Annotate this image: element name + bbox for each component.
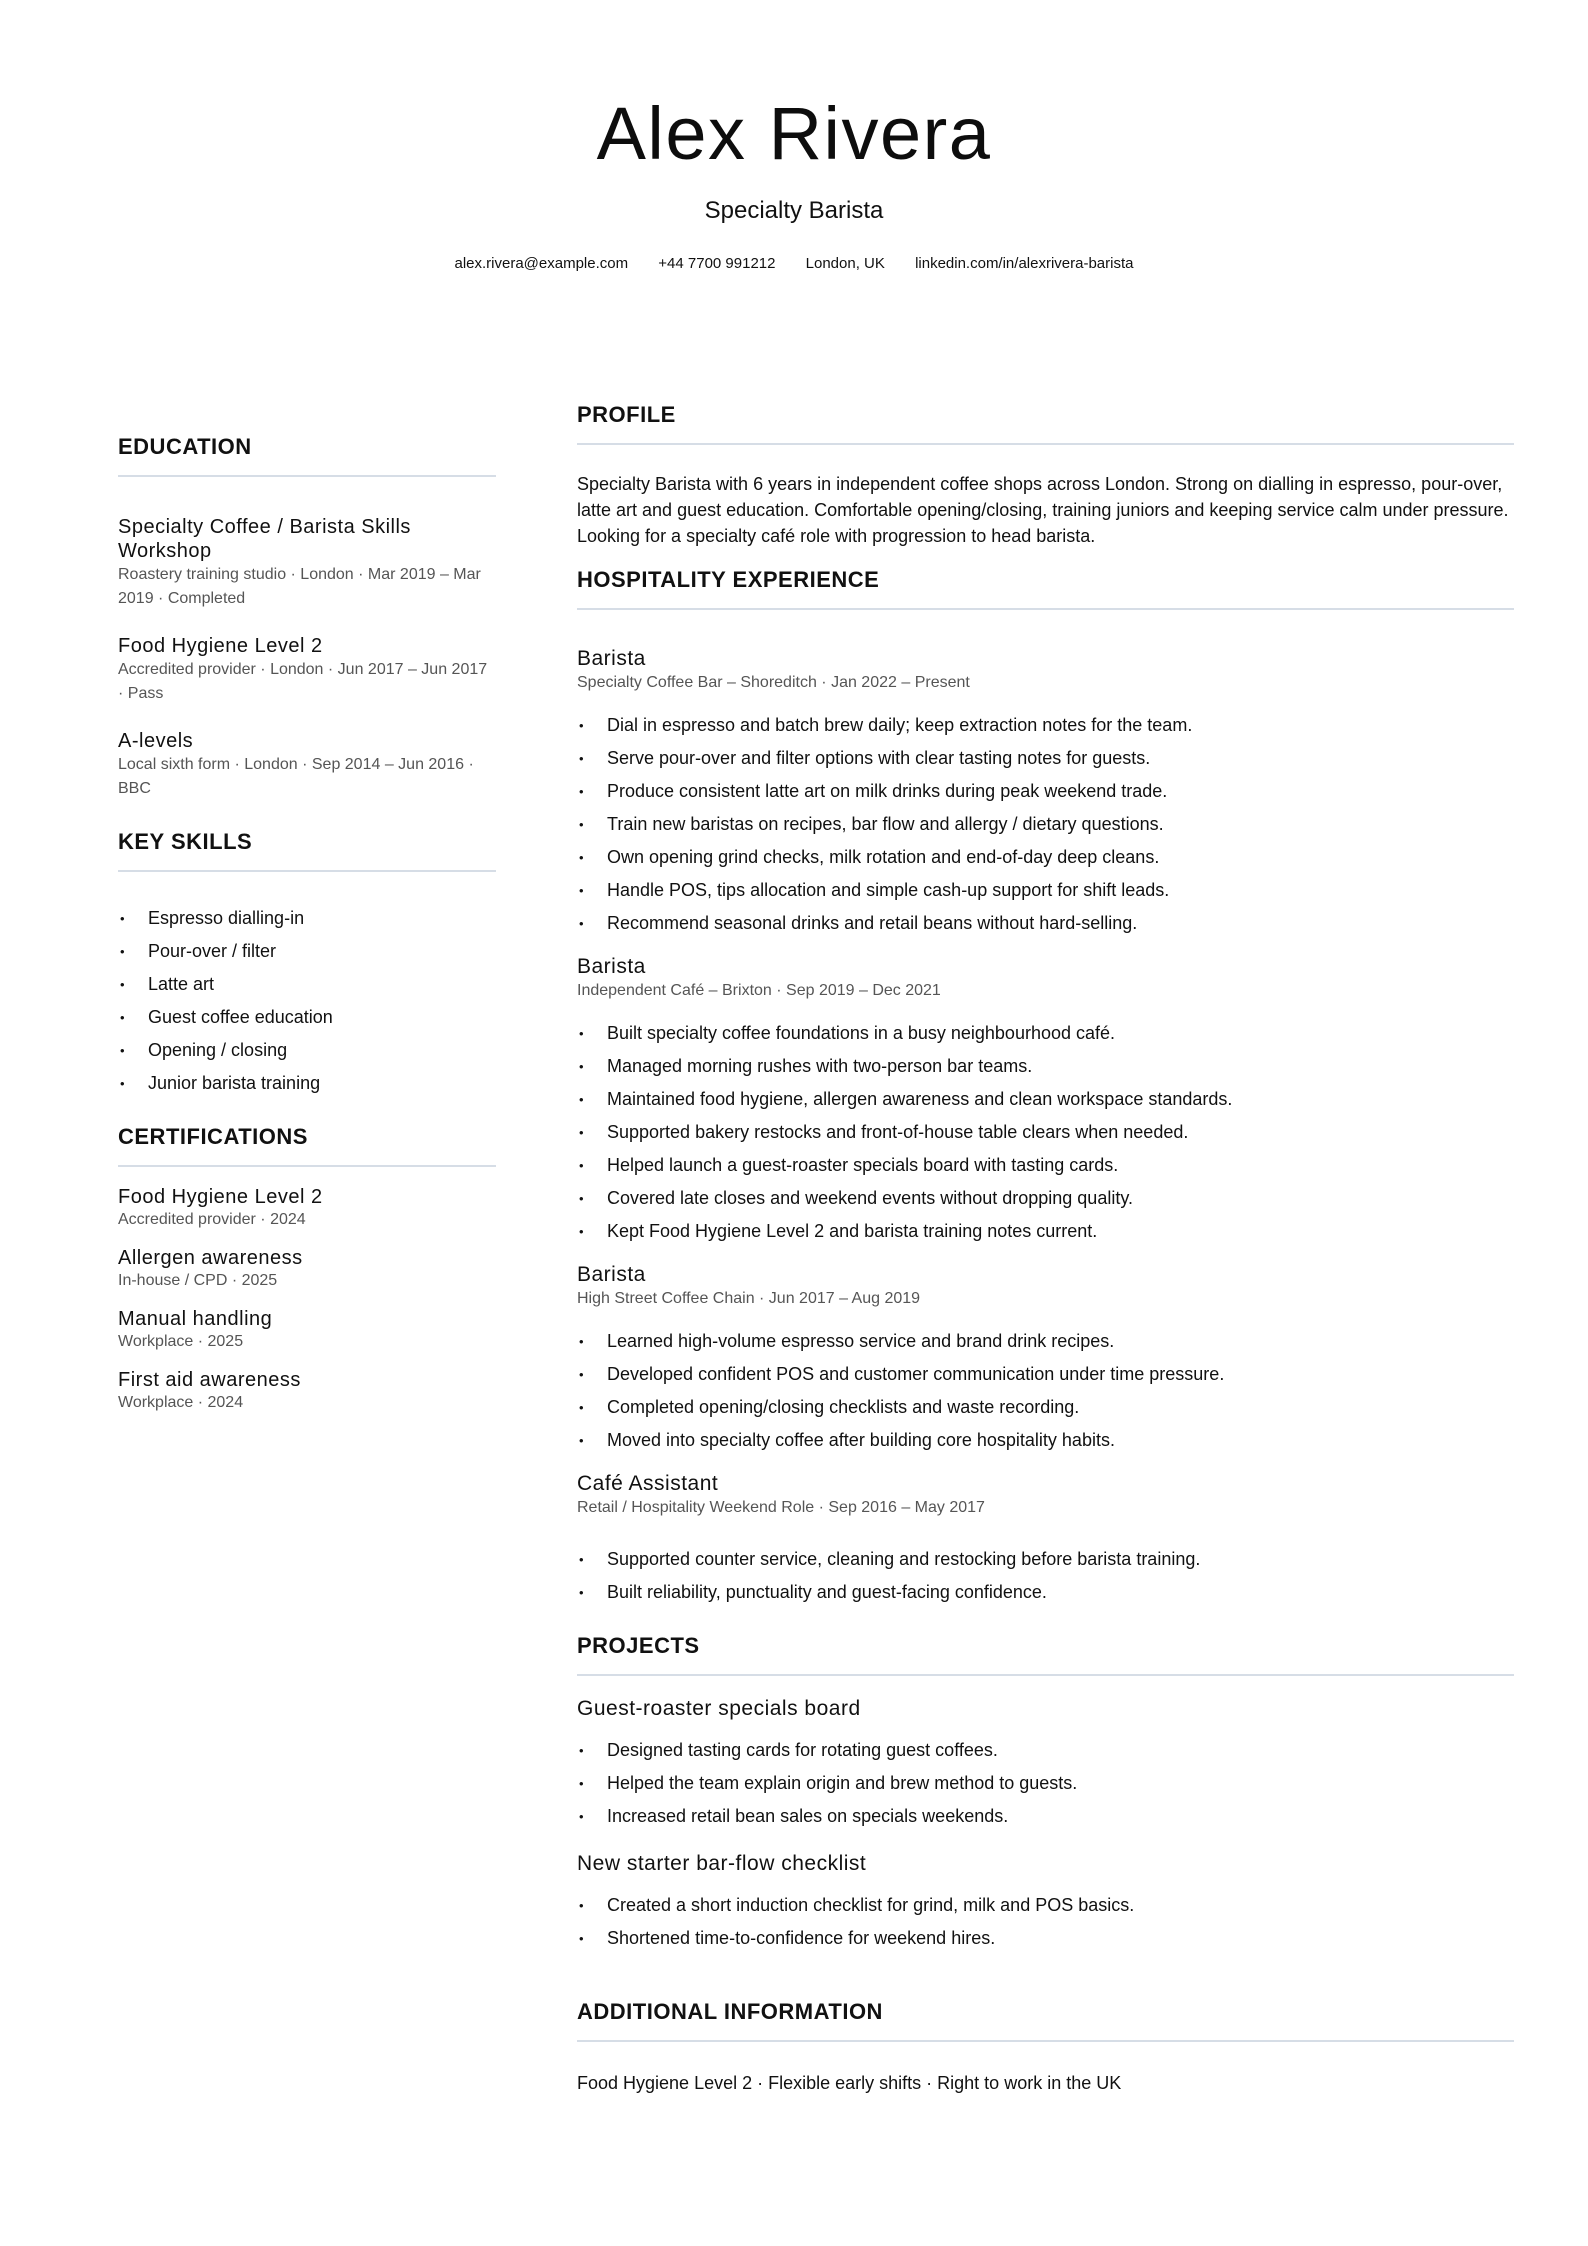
job-meta: Retail / Hospitality Weekend Role · Sep 2016 – May 2017 — [577, 1499, 985, 1516]
job-entry — [577, 1262, 1514, 1457]
job-bullet: • Handle POS, tips allocation and simple cash-up support for shift leads. — [577, 874, 1514, 907]
certification-item — [118, 1185, 496, 1231]
project-bullets — [577, 1734, 1514, 1833]
certification-details: In-house / CPD · 2025 — [118, 1272, 278, 1289]
job-bullets — [577, 1543, 1514, 1609]
education-list — [118, 515, 496, 801]
job-bullet: • Covered late closes and weekend events without dropping quality. — [577, 1182, 1514, 1215]
skills-heading: KEY SKILLS — [118, 827, 496, 872]
job-title: Barista — [577, 955, 646, 978]
job-bullets — [577, 709, 1514, 940]
job-title: Café Assistant — [577, 1472, 719, 1495]
education-item — [118, 634, 496, 706]
education-item-details: Local sixth form · London · Sep 2014 – Jun 2016 · BBC — [118, 756, 474, 797]
certification-item — [118, 1307, 496, 1353]
job-bullet: • Developed confident POS and customer communication under time pressure. — [577, 1358, 1514, 1391]
project-bullet: • Created a short induction checklist for grind, milk and POS basics. — [577, 1889, 1514, 1922]
job-bullet: • Dial in espresso and batch brew daily; keep extraction notes for the team. — [577, 709, 1514, 742]
skills-section — [118, 827, 496, 1100]
certification-item — [118, 1368, 496, 1414]
additional-info-section — [577, 1997, 1514, 2096]
job-bullet: • Helped launch a guest-roaster specials board with tasting cards. — [577, 1149, 1514, 1182]
education-heading: EDUCATION — [118, 432, 496, 477]
education-item — [118, 515, 496, 611]
contact-email[interactable]: alex.rivera@example.com — [454, 255, 629, 272]
project-bullet: • Designed tasting cards for rotating guest coffees. — [577, 1734, 1514, 1767]
experience-heading: HOSPITALITY EXPERIENCE — [577, 565, 1514, 610]
job-bullet: • Own opening grind checks, milk rotation and end-of-day deep cleans. — [577, 841, 1514, 874]
certification-title: Manual handling — [118, 1308, 273, 1330]
education-item — [118, 729, 496, 801]
experience-section — [577, 565, 1514, 1609]
education-item-title: Food Hygiene Level 2 — [118, 635, 323, 657]
job-entry — [577, 954, 1514, 1248]
right-column — [577, 400, 1514, 2096]
job-bullet: • Completed opening/closing checklists and waste recording. — [577, 1391, 1514, 1424]
skill-item: • Latte art — [118, 968, 496, 1001]
certification-details: Workplace · 2025 — [118, 1333, 244, 1350]
certifications-section — [118, 1122, 496, 1414]
skill-item: • Opening / closing — [118, 1034, 496, 1067]
job-bullet: • Built specialty coffee foundations in a busy neighbourhood café. — [577, 1017, 1514, 1050]
projects-section — [577, 1631, 1514, 1955]
job-meta: High Street Coffee Chain · Jun 2017 – Aug 2019 — [577, 1290, 921, 1307]
certification-item — [118, 1246, 496, 1292]
job-bullet: • Train new baristas on recipes, bar flow and allergy / dietary questions. — [577, 808, 1514, 841]
certifications-heading: CERTIFICATIONS — [118, 1122, 496, 1167]
certification-details: Accredited provider · 2024 — [118, 1211, 306, 1228]
project-title: New starter bar-flow checklist — [577, 1852, 867, 1875]
education-section — [118, 432, 496, 801]
education-item-title: A-levels — [118, 730, 194, 752]
additional-info-text: Food Hygiene Level 2 · Flexible early shifts · Right to work in the UK — [577, 2073, 1122, 2093]
project-bullet: • Helped the team explain origin and brew method to guests. — [577, 1767, 1514, 1800]
education-item-details: Accredited provider · London · Jun 2017 – Jun 2017 · Pass — [118, 661, 488, 702]
job-bullet: • Recommend seasonal drinks and retail beans without hard-selling. — [577, 907, 1514, 940]
job-bullet: • Managed morning rushes with two-person bar teams. — [577, 1050, 1514, 1083]
left-column — [118, 432, 496, 1429]
contact-location: London, UK — [805, 255, 885, 272]
project-bullet: • Shortened time-to-confidence for weekend hires. — [577, 1922, 1514, 1955]
profile-heading: PROFILE — [577, 400, 1514, 445]
contact-phone[interactable]: +44 7700 991212 — [658, 255, 776, 272]
projects-heading: PROJECTS — [577, 1631, 1514, 1676]
job-entry — [577, 646, 1514, 940]
job-bullet: • Serve pour-over and filter options with clear tasting notes for guests. — [577, 742, 1514, 775]
profile-summary: Specialty Barista with 6 years in independent coffee shops across London. Strong on dialling in espresso, pour-over, latte art and guest education. Comfortable opening/closing, training juniors and keeping service calm under pressure. Looking for a specialty café role with progression to head barista. — [577, 474, 1509, 546]
candidate-role: Specialty Barista — [704, 197, 884, 224]
certification-title: Allergen awareness — [118, 1247, 303, 1269]
project-bullet: • Increased retail bean sales on specials weekends. — [577, 1800, 1514, 1833]
project-title: Guest-roaster specials board — [577, 1697, 861, 1720]
contact-linkedin[interactable]: linkedin.com/in/alexrivera-barista — [915, 255, 1134, 272]
additional-info-heading: ADDITIONAL INFORMATION — [577, 1997, 1514, 2042]
certification-title: First aid awareness — [118, 1369, 301, 1391]
job-bullet: • Learned high-volume espresso service and brand drink recipes. — [577, 1325, 1514, 1358]
job-entry — [577, 1471, 1514, 1609]
job-bullet: • Maintained food hygiene, allergen awareness and clean workspace standards. — [577, 1083, 1514, 1116]
job-bullet: • Produce consistent latte art on milk drinks during peak weekend trade. — [577, 775, 1514, 808]
education-item-title: Specialty Coffee / Barista Skills Workshop — [118, 516, 411, 562]
job-meta: Specialty Coffee Bar – Shoreditch · Jan 2022 – Present — [577, 674, 970, 691]
job-bullet: • Built reliability, punctuality and guest-facing confidence. — [577, 1576, 1514, 1609]
project-bullets — [577, 1889, 1514, 1955]
certifications-list — [118, 1185, 496, 1414]
job-title: Barista — [577, 647, 646, 670]
contact-line — [0, 254, 1588, 274]
job-title: Barista — [577, 1263, 646, 1286]
candidate-name: Alex Rivera — [596, 92, 992, 175]
certification-details: Workplace · 2024 — [118, 1394, 244, 1411]
job-bullet: • Supported counter service, cleaning and restocking before barista training. — [577, 1543, 1514, 1576]
job-bullets — [577, 1325, 1514, 1457]
job-bullet: • Supported bakery restocks and front-of-house table clears when needed. — [577, 1116, 1514, 1149]
skill-item: • Pour-over / filter — [118, 935, 496, 968]
skill-item: • Junior barista training — [118, 1067, 496, 1100]
job-bullet: • Moved into specialty coffee after building core hospitality habits. — [577, 1424, 1514, 1457]
education-item-details: Roastery training studio · London · Mar 2019 – Mar 2019 · Completed — [118, 566, 481, 607]
skills-list — [118, 902, 496, 1100]
skill-item: • Guest coffee education — [118, 1001, 496, 1034]
profile-section — [577, 400, 1514, 549]
job-bullet: • Kept Food Hygiene Level 2 and barista training notes current. — [577, 1215, 1514, 1248]
job-meta: Independent Café – Brixton · Sep 2019 – Dec 2021 — [577, 982, 941, 999]
job-bullets — [577, 1017, 1514, 1248]
skill-item: • Espresso dialling-in — [118, 902, 496, 935]
certification-title: Food Hygiene Level 2 — [118, 1186, 323, 1208]
